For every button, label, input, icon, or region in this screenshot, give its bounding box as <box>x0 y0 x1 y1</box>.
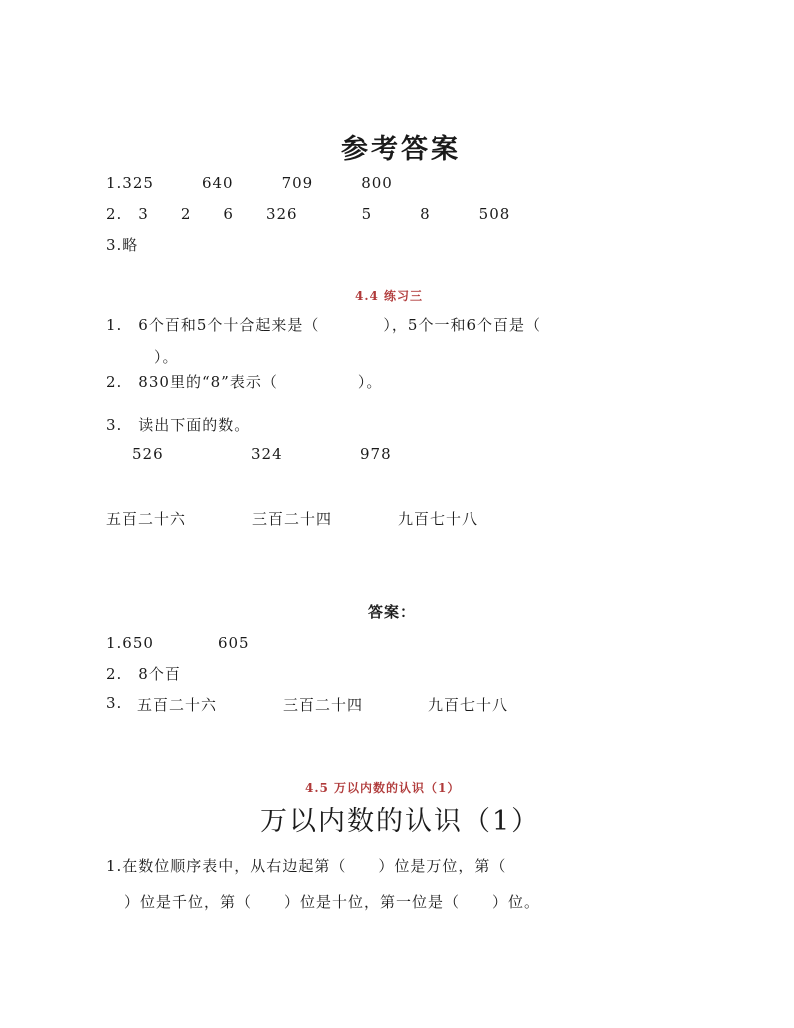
number-item: 978 <box>360 445 392 463</box>
answer-line-2: 2. 8个百 <box>106 665 181 683</box>
question-1-line-b: ）位是千位，第（ ）位是十位，第一位是（ ）位。 <box>124 893 541 911</box>
answer-line-1: 1.650 605 <box>106 634 250 652</box>
number-item: 324 <box>251 445 283 463</box>
question-2: 2. 830里的“8”表示（ ）。 <box>106 373 383 391</box>
answer-reading: 五百二十六 <box>137 696 218 714</box>
section-4-4-heading: 4.4 练习三 <box>355 289 424 303</box>
question-3: 3. 读出下面的数。 <box>106 416 251 434</box>
reading-item: 五百二十六 <box>106 510 187 528</box>
answer-line-1: 1.325 640 709 800 <box>106 174 393 192</box>
answers-title: 参考答案 <box>341 134 461 165</box>
section-4-5-heading: 4.5 万以内数的认识（1） <box>305 781 461 795</box>
answer-line-2: 2. 3 2 6 326 5 8 508 <box>106 205 511 223</box>
question-1-line-a: 1. 6个百和5个十合起来是（ ），5个一和6个百是（ <box>106 316 541 334</box>
reading-item: 九百七十八 <box>398 510 479 528</box>
question-1-line-a: 1.在数位顺序表中，从右边起第（ ）位是万位，第（ <box>106 857 507 875</box>
reading-item: 三百二十四 <box>252 510 333 528</box>
section-4-5-title: 万以内数的认识（1） <box>260 806 541 837</box>
answer-reading: 三百二十四 <box>283 696 364 714</box>
answer-line-3: 3.略 <box>106 236 139 254</box>
number-item: 526 <box>132 445 164 463</box>
answer-line-3-label: 3. <box>106 694 123 712</box>
answer-reading: 九百七十八 <box>428 696 509 714</box>
question-1-line-b: ）。 <box>154 348 179 366</box>
answers-heading: 答案： <box>368 603 417 621</box>
